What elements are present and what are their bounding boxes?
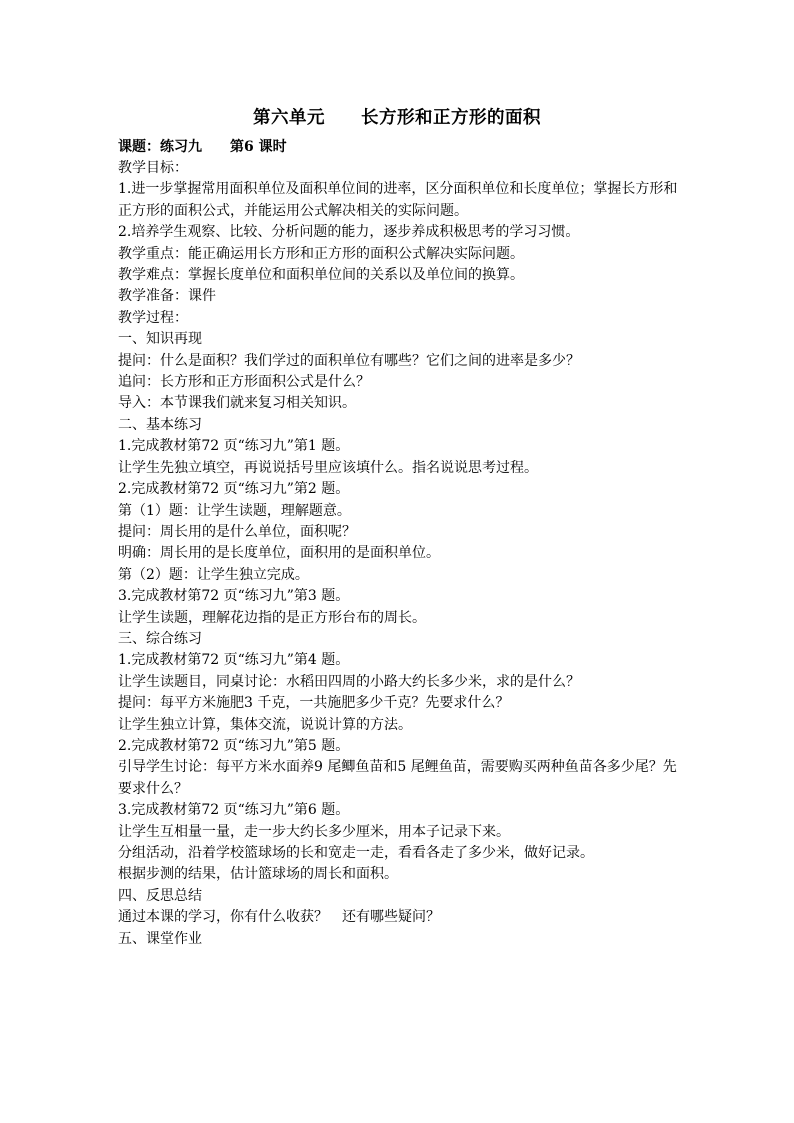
- text-line: 引导学生讨论：每平方米水面养9 尾鲫鱼苗和5 尾鲤鱼苗，需要购买两种鱼苗各多少尾？先要求什么？: [118, 759, 677, 797]
- text-line: 分组活动，沿着学校篮球场的长和宽走一走，看看各走了多少米，做好记录。: [118, 845, 594, 861]
- text-line: 1.进一步掌握常用面积单位及面积单位间的进率，区分面积单位和长度单位；掌握长方形和正方形的面积公式，并能运用公式解决相关的实际问题。: [118, 181, 678, 219]
- section-heading: 四、反思总结: [118, 887, 202, 904]
- text-line: 教学重点：能正确运用长方形和正方形的面积公式解决实际问题。: [118, 245, 524, 262]
- text-line: 教学目标：: [118, 160, 188, 176]
- text-line: 2.完成教材第72 页“练习九”第2 题。: [118, 481, 350, 498]
- text-line: 提问：每平方米施肥3 千克，一共施肥多少千克？先要求什么？: [118, 695, 510, 712]
- section-heading: 二、基本练习: [118, 416, 202, 433]
- text-line: 2.培养学生观察、比较、分析问题的能力，逐步养成积极思考的学习习惯。: [118, 224, 580, 241]
- text-line: 让学生先独立填空，再说说括号里应该填什么。指名说说思考过程。: [118, 459, 538, 476]
- text-line: 第（2）题：让学生独立完成。: [118, 566, 309, 583]
- text-line: 通过本课的学习，你有什么收获？ 还有哪些疑问？: [118, 909, 440, 926]
- text-line: 让学生互相量一量，走一步大约长多少厘米，用本子记录下来。: [118, 823, 510, 840]
- text-line: 教学准备：课件: [118, 288, 216, 305]
- text-line: 提问：周长用的是什么单位，面积呢？: [118, 523, 356, 540]
- text-line: 教学过程：: [118, 309, 188, 326]
- section-heading: 三、综合练习: [118, 630, 202, 647]
- lesson-subtitle: 课题：练习九 第6 课时: [118, 139, 287, 155]
- text-line: 1.完成教材第72 页“练习九”第1 题。: [118, 438, 350, 455]
- text-line: 提问：什么是面积？我们学过的面积单位有哪些？它们之间的进率是多少？: [118, 352, 580, 369]
- section-heading: 五、课堂作业: [118, 930, 202, 947]
- document-body: [118, 158, 678, 950]
- text-line: 教学难点：掌握长度单位和面积单位间的关系以及单位间的换算。: [118, 267, 524, 284]
- text-line: 追问：长方形和正方形面积公式是什么？: [118, 374, 370, 391]
- text-line: 3.完成教材第72 页“练习九”第6 题。: [118, 802, 350, 819]
- text-line: 1.完成教材第72 页“练习九”第4 题。: [118, 652, 350, 669]
- text-line: 明确：周长用的是长度单位，面积用的是面积单位。: [118, 545, 440, 562]
- text-line: 2.完成教材第72 页“练习九”第5 题。: [118, 737, 350, 754]
- section-heading: 一、知识再现: [118, 331, 202, 348]
- document-title: 第六单元 长方形和正方形的面积: [253, 108, 541, 128]
- text-line: 让学生独立计算，集体交流，说说计算的方法。: [118, 716, 412, 733]
- text-line: 3.完成教材第72 页“练习九”第3 题。: [118, 588, 350, 605]
- text-line: 导入：本节课我们就来复习相关知识。: [118, 395, 356, 412]
- text-line: 让学生读题目，同桌讨论：水稻田四周的小路大约长多少米，求的是什么？: [118, 673, 580, 690]
- text-line: 第（1）题：让学生读题，理解题意。: [118, 502, 351, 519]
- text-line: 让学生读题，理解花边指的是正方形台布的周长。: [118, 609, 426, 626]
- text-line: 根据步测的结果，估计篮球场的周长和面积。: [118, 866, 398, 883]
